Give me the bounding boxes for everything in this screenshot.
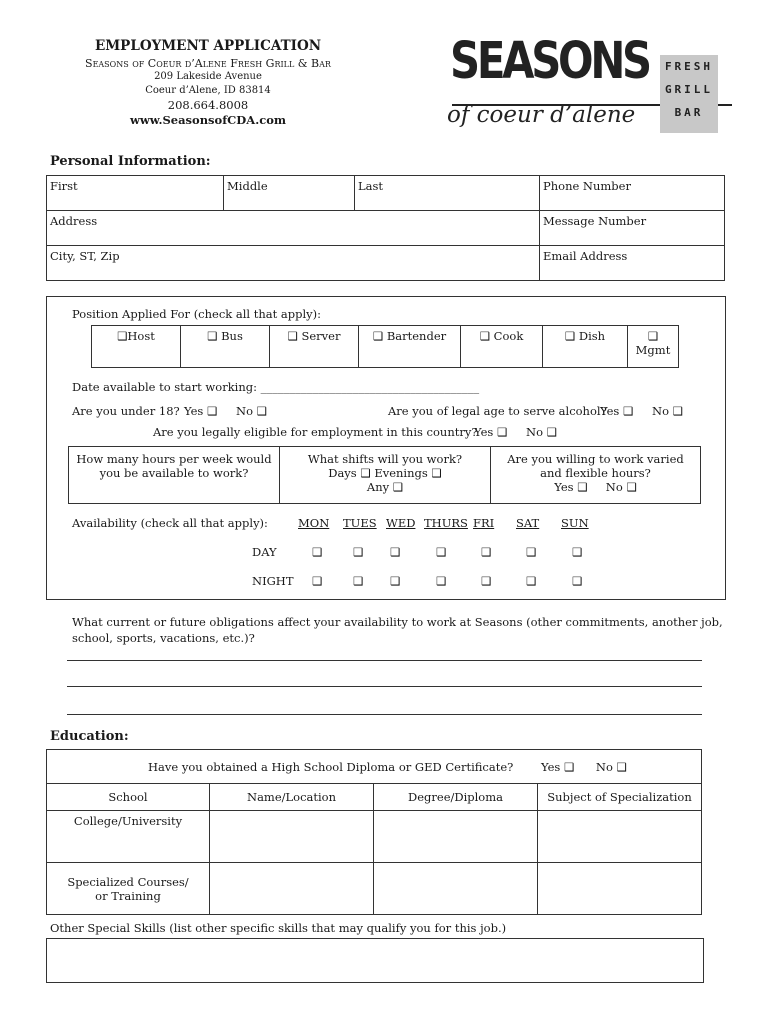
hours-per-week-field[interactable]: How many hours per week would you be available to work? [69, 447, 280, 504]
position-label: Position Applied For (check all that apply): [72, 307, 322, 321]
eligible-no-checkbox[interactable]: No ❑ [526, 425, 557, 439]
logo-wordmark: SEASONS [450, 32, 649, 91]
address-line-2: Coeur d’Alene, ID 83814 [145, 85, 271, 96]
date-available-field[interactable]: Date available to start working: ______________________________________ [72, 380, 480, 394]
education-heading: Education: [50, 729, 129, 744]
option-bartender[interactable]: ❑ Bartender [359, 326, 461, 368]
availability-label: Availability (check all that apply): [72, 516, 268, 530]
diploma-yes-checkbox[interactable]: Yes ❑ [540, 759, 575, 774]
shifts-field[interactable]: What shifts will you work? Days ❑ Evenings ❑ Any ❑ [280, 447, 491, 504]
availability-night-sun-checkbox[interactable]: ❑ [572, 574, 583, 588]
day-header-sun: SUN [561, 516, 589, 530]
college-name-field[interactable] [210, 811, 374, 863]
college-subject-field[interactable] [538, 811, 702, 863]
availability-day-wed-checkbox[interactable]: ❑ [390, 545, 401, 559]
middle-name-field[interactable]: Middle [224, 176, 355, 211]
day-header-thurs: THURS [424, 516, 468, 530]
form-title: EMPLOYMENT APPLICATION [94, 38, 322, 54]
logo-box-word: FRESH [664, 60, 714, 73]
courses-subject-field[interactable] [538, 863, 702, 915]
first-name-field[interactable]: First [47, 176, 224, 211]
availability-night-thurs-checkbox[interactable]: ❑ [436, 574, 447, 588]
availability-night-mon-checkbox[interactable]: ❑ [312, 574, 323, 588]
availability-day-fri-checkbox[interactable]: ❑ [481, 545, 492, 559]
logo-tagline: of coeur d’alene [447, 102, 636, 128]
availability-night-tues-checkbox[interactable]: ❑ [353, 574, 364, 588]
flexible-hours-field[interactable]: Are you willing to work varied and flexible hours? Yes ❑ No ❑ [491, 447, 701, 504]
address-line-1: 209 Lakeside Avenue [154, 71, 262, 82]
obligations-answer-line[interactable] [67, 714, 702, 715]
column-header-school: School [47, 784, 210, 811]
obligations-question-line-2: school, sports, vacations, etc.)? [72, 631, 255, 645]
last-name-field[interactable]: Last [355, 176, 540, 211]
logo-box [660, 55, 718, 133]
day-header-wed: WED [386, 516, 416, 530]
city-state-zip-field[interactable]: City, ST, Zip [47, 246, 540, 281]
obligations-answer-line[interactable] [67, 660, 702, 661]
column-header-name-location: Name/Location [210, 784, 374, 811]
obligations-answer-line[interactable] [67, 686, 702, 687]
availability-night-fri-checkbox[interactable]: ❑ [481, 574, 492, 588]
legal-age-question: Are you of legal age to serve alcohol? [388, 404, 607, 418]
obligations-question-line-1: What current or future obligations affect your availability to work at Seasons (other commitments, another job, [72, 615, 723, 629]
legal-age-yes-checkbox[interactable]: Yes ❑ [600, 404, 634, 418]
eligible-question: Are you legally eligible for employment in this country? [153, 425, 478, 439]
company-website[interactable]: www.SeasonsofCDA.com [129, 113, 287, 127]
personal-info-table [46, 175, 725, 281]
under-18-yes-checkbox[interactable]: Yes ❑ [184, 404, 218, 418]
day-header-mon: MON [298, 516, 330, 530]
row-label-day: DAY [252, 545, 277, 559]
availability-day-tues-checkbox[interactable]: ❑ [353, 545, 364, 559]
row-label-night: NIGHT [252, 574, 294, 588]
column-header-subject: Subject of Specialization [538, 784, 702, 811]
message-number-field[interactable]: Message Number [540, 211, 725, 246]
hours-table [68, 446, 701, 504]
company-name: Seasons of Coeur d’Alene Fresh Grill & Bar [85, 57, 331, 70]
under-18-question: Are you under 18? [72, 404, 180, 418]
flexible-no-checkbox[interactable]: No ❑ [605, 480, 637, 494]
legal-age-no-checkbox[interactable]: No ❑ [652, 404, 683, 418]
day-header-sat: SAT [516, 516, 540, 530]
courses-degree-field[interactable] [374, 863, 538, 915]
row-label-college: College/University [47, 811, 210, 863]
option-server[interactable]: ❑ Server [270, 326, 359, 368]
skills-label: Other Special Skills (list other specific skills that may qualify you for this job.) [50, 921, 507, 935]
personal-info-heading: Personal Information: [50, 154, 211, 169]
diploma-no-checkbox[interactable]: No ❑ [595, 759, 627, 774]
phone-number-field[interactable]: Phone Number [540, 176, 725, 211]
address-field[interactable]: Address [47, 211, 540, 246]
education-table [46, 749, 702, 915]
email-address-field[interactable]: Email Address [540, 246, 725, 281]
position-options-table [91, 325, 679, 368]
under-18-no-checkbox[interactable]: No ❑ [236, 404, 267, 418]
availability-night-wed-checkbox[interactable]: ❑ [390, 574, 401, 588]
day-header-fri: FRI [473, 516, 495, 530]
skills-field[interactable] [46, 938, 704, 983]
diploma-question-row [47, 750, 702, 784]
logo-box-word: GRILL [664, 83, 714, 96]
day-header-tues: TUES [343, 516, 377, 530]
college-degree-field[interactable] [374, 811, 538, 863]
option-dish[interactable]: ❑ Dish [543, 326, 628, 368]
flexible-yes-checkbox[interactable]: Yes ❑ [554, 480, 588, 494]
company-phone: 208.664.8008 [167, 98, 249, 112]
option-host[interactable]: ❑Host [92, 326, 181, 368]
column-header-degree: Degree/Diploma [374, 784, 538, 811]
logo-box-word: BAR [674, 106, 704, 119]
option-bus[interactable]: ❑ Bus [181, 326, 270, 368]
availability-day-sat-checkbox[interactable]: ❑ [526, 545, 537, 559]
row-label-courses: Specialized Courses/ or Training [47, 863, 210, 915]
availability-day-sun-checkbox[interactable]: ❑ [572, 545, 583, 559]
availability-day-mon-checkbox[interactable]: ❑ [312, 545, 323, 559]
option-cook[interactable]: ❑ Cook [461, 326, 543, 368]
option-mgmt[interactable]: ❑ Mgmt [628, 326, 679, 368]
availability-day-thurs-checkbox[interactable]: ❑ [436, 545, 447, 559]
courses-name-field[interactable] [210, 863, 374, 915]
diploma-question: Have you obtained a High School Diploma or GED Certificate? [148, 759, 514, 774]
eligible-yes-checkbox[interactable]: Yes ❑ [474, 425, 508, 439]
availability-night-sat-checkbox[interactable]: ❑ [526, 574, 537, 588]
